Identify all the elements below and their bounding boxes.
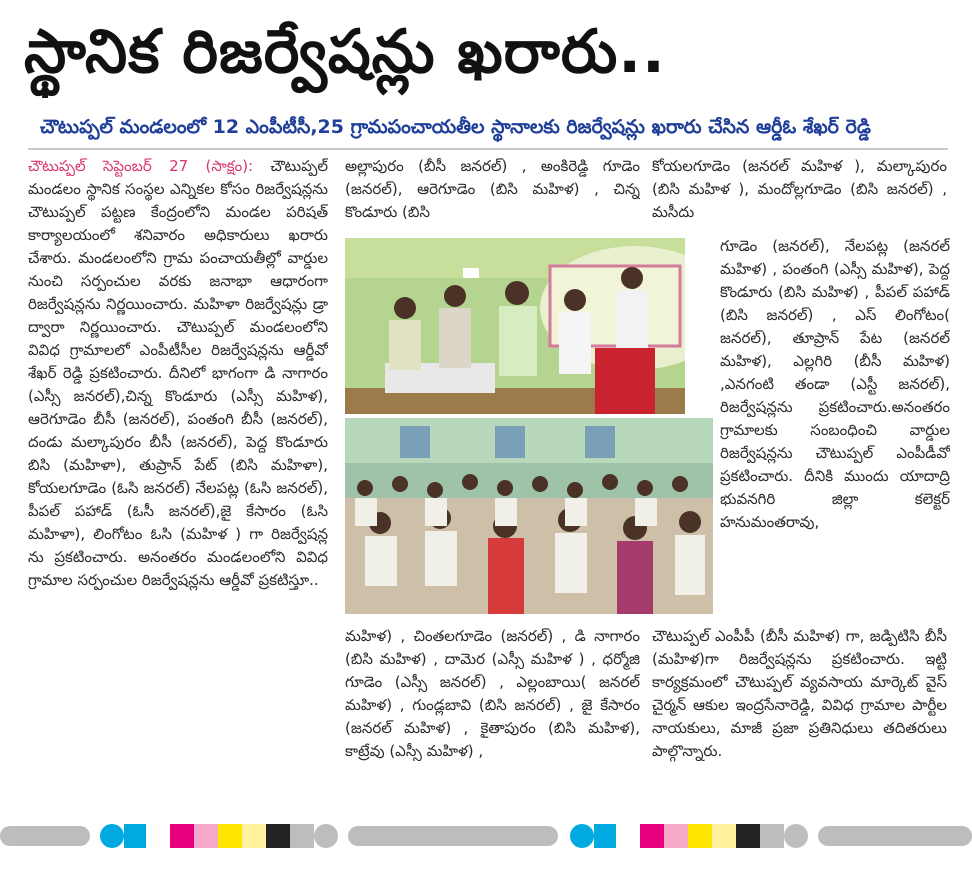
registration-bar: [0, 826, 90, 846]
registration-dot-gray: [314, 824, 338, 848]
column-3-top-text: కోయలగూడెం (జనరల్ మహిళ ), మల్కాపురం (బిసి మహిళ ), మందోల్లగూడెం (బిసి జనరల్) , మసీదు: [652, 157, 947, 221]
registration-swatch-magenta: [170, 824, 194, 848]
registration-swatch-gray: [290, 824, 314, 848]
registration-swatch-black: [736, 824, 760, 848]
photo-meeting-audience: [345, 418, 713, 614]
photo-officials-announcing: [345, 238, 685, 414]
registration-swatch-pink: [664, 824, 688, 848]
registration-bar: [348, 826, 558, 846]
registration-swatch-black: [266, 824, 290, 848]
headline: స్థానిక రిజర్వేషన్లు ఖరారు..: [24, 17, 666, 87]
divider: [28, 148, 948, 150]
photo-officials-illustration: [345, 238, 685, 414]
registration-dot-cyan: [100, 824, 124, 848]
article-column-3-middle: [720, 235, 950, 625]
article-column-2-bottom: [345, 625, 640, 805]
dateline: చౌటుప్పల్ సెప్టెంబర్ 27 (సాక్షం):: [28, 157, 254, 175]
registration-swatch-gray: [760, 824, 784, 848]
subheadline: చౌటుప్పల్ మండలంలో 12 ఎంపీటీసీ,25 గ్రామపంచాయతీల స్థానాలకు రిజర్వేషన్లు ఖరారు చేసిన ఆర్డీఓ శేఖర్ రెడ్డి: [40, 116, 871, 138]
registration-swatch-yellow: [688, 824, 712, 848]
photo-audience-illustration: [345, 418, 713, 614]
registration-swatch-cyan: [594, 824, 616, 848]
column-3-middle-text: గూడెం (జనరల్), నేలపట్ల (జనరల్ మహిళ) , పంతంగి (ఎస్సీ మహిళ), పెద్ద కొండూరు (బిసి మహిళ) , పీపల్ పహాడ్ (బిసి జనరల్) , ఎస్ లింగోటం( జనరల్), తూప్రాన్ పేట (జనరల్ మహిళ), ఎల్లగిరి (బీసీ మహిళ) ,ఎనగంటి తండా (ఎస్టీ జనరల్), రిజర్వేషన్లను ప్రకటించారు.అనంతరం గ్రామాలకు సంబంధించి వార్డుల రిజర్వేషన్లను చౌటుప్పల్ ఎంపీడీవో ప్రకటించారు. దీనికి ముందు యాదాద్రి భువనగిరి జిల్లా కలెక్టర్ హనుమంతరావు,: [720, 237, 950, 531]
article-column-2-top: [345, 155, 640, 235]
registration-dot-cyan: [570, 824, 594, 848]
registration-bar: [818, 826, 972, 846]
registration-dot-gray: [784, 824, 808, 848]
article-column-3-bottom: [652, 625, 947, 805]
column-2-top-text: అల్లాపురం (బీసీ జనరల్) , అంకిరెడ్డి గూడెం (జనరల్), ఆరెగూడెం (బిసి మహిళ) , చిన్న కొండూరు (బిసి: [345, 157, 640, 221]
registration-swatch-pink: [194, 824, 218, 848]
registration-swatch-magenta: [640, 824, 664, 848]
print-registration-strip: [0, 822, 972, 850]
article-column-3-top: [652, 155, 947, 235]
column-3-bottom-text: చౌటుప్పల్ ఎంపీపీ (బీసీ మహిళ) గా, జడ్పిటిసి బీసీ (మహిళ)గా రిజర్వేషన్లను ప్రకటించారు. ఇట్టి కార్యక్రమంలో చౌటుప్పల్ వ్యవసాయ మార్కెట్ వైస్ చైర్మన్ ఆకుల ఇంద్రసేనారెడ్డి, వివిధ గ్రామాల పార్టీల నాయకులు, మాజీ ప్రజా ప్రతినిధులు తదితరులు పాల్గొన్నారు.: [652, 627, 947, 760]
column-2-bottom-text: మహిళ) , చింతలగూడెం (జనరల్) , డి నాగారం (బిసి మహిళ) , దామెర (ఎస్సీ మహిళ ) , ధర్మోజి గూడెం (ఎస్సీ జనరల్) , ఎల్లంబాయి( జనరల్ మహిళ) , గుండ్లబావి (బిసి జనరల్) , జై కేసారం (జనరల్ మహిళ) , కైతాపురం (బిసి మహిళ), కాట్రేవు (ఎస్సీ మహిళ) ,: [345, 627, 640, 760]
registration-swatch-light-yellow: [242, 824, 266, 848]
registration-swatch-cyan: [124, 824, 146, 848]
registration-swatch-yellow: [218, 824, 242, 848]
article-column-1: [28, 155, 328, 805]
column-1-text: చౌటుప్పల్ మండలం స్థానిక సంస్థల ఎన్నికల కోసం రిజర్వేషన్లను చౌటుప్పల్ పట్టణ కేంద్రంలోని మండల పరిషత్ కార్యాలయంలో శనివారం అధికారులు ఖరారు చేశారు. మండలంలోని గ్రామ పంచాయతీల్లో వార్డుల నుంచి సర్పంచుల వరకు జనాభా ఆధారంగా రిజర్వేషన్లను నిర్ణయించారు. మహిళా రిజర్వేషన్లు డ్రా ద్వారా నిర్ణయించారు. చౌటుప్పల్ మండలంలోని వివిధ గ్రామాలలో ఎంపీటీసీల రిజర్వేషన్లను ఆర్డీవో శేఖర్ రెడ్డి ప్రకటించారు. దీనిలో భాగంగా డి నాగారం (ఎస్సీ జనరల్),చిన్న కొండూరు (ఎస్సీ మహిళ), ఆరెగూడెం బీసీ (జనరల్), పంతంగి బీసీ (జనరల్), దండు మల్కాపురం బీసీ (జనరల్), పెద్ద కొండూరు బిసి (మహిళా), తుప్రాన్ పేట్ (బిసి మహిళా), కోయలగూడెం (ఓసి జనరల్) నేలపట్ల (ఓసి జనరల్), పీపల్ పహాడ్ (ఓసీ జనరల్),జై కేసారం (ఓసి మహిళా), లింగోటం ఓసి (మహిళ ) గా రిజర్వేషన్ల ను ప్రకటించారు. అనంతరం మండలంలోని వివిధ గ్రామాల సర్పంచుల రిజర్వేషన్లను ఆర్డీవో ప్రకటిస్తూ..: [28, 157, 328, 589]
registration-swatch-light-yellow: [712, 824, 736, 848]
